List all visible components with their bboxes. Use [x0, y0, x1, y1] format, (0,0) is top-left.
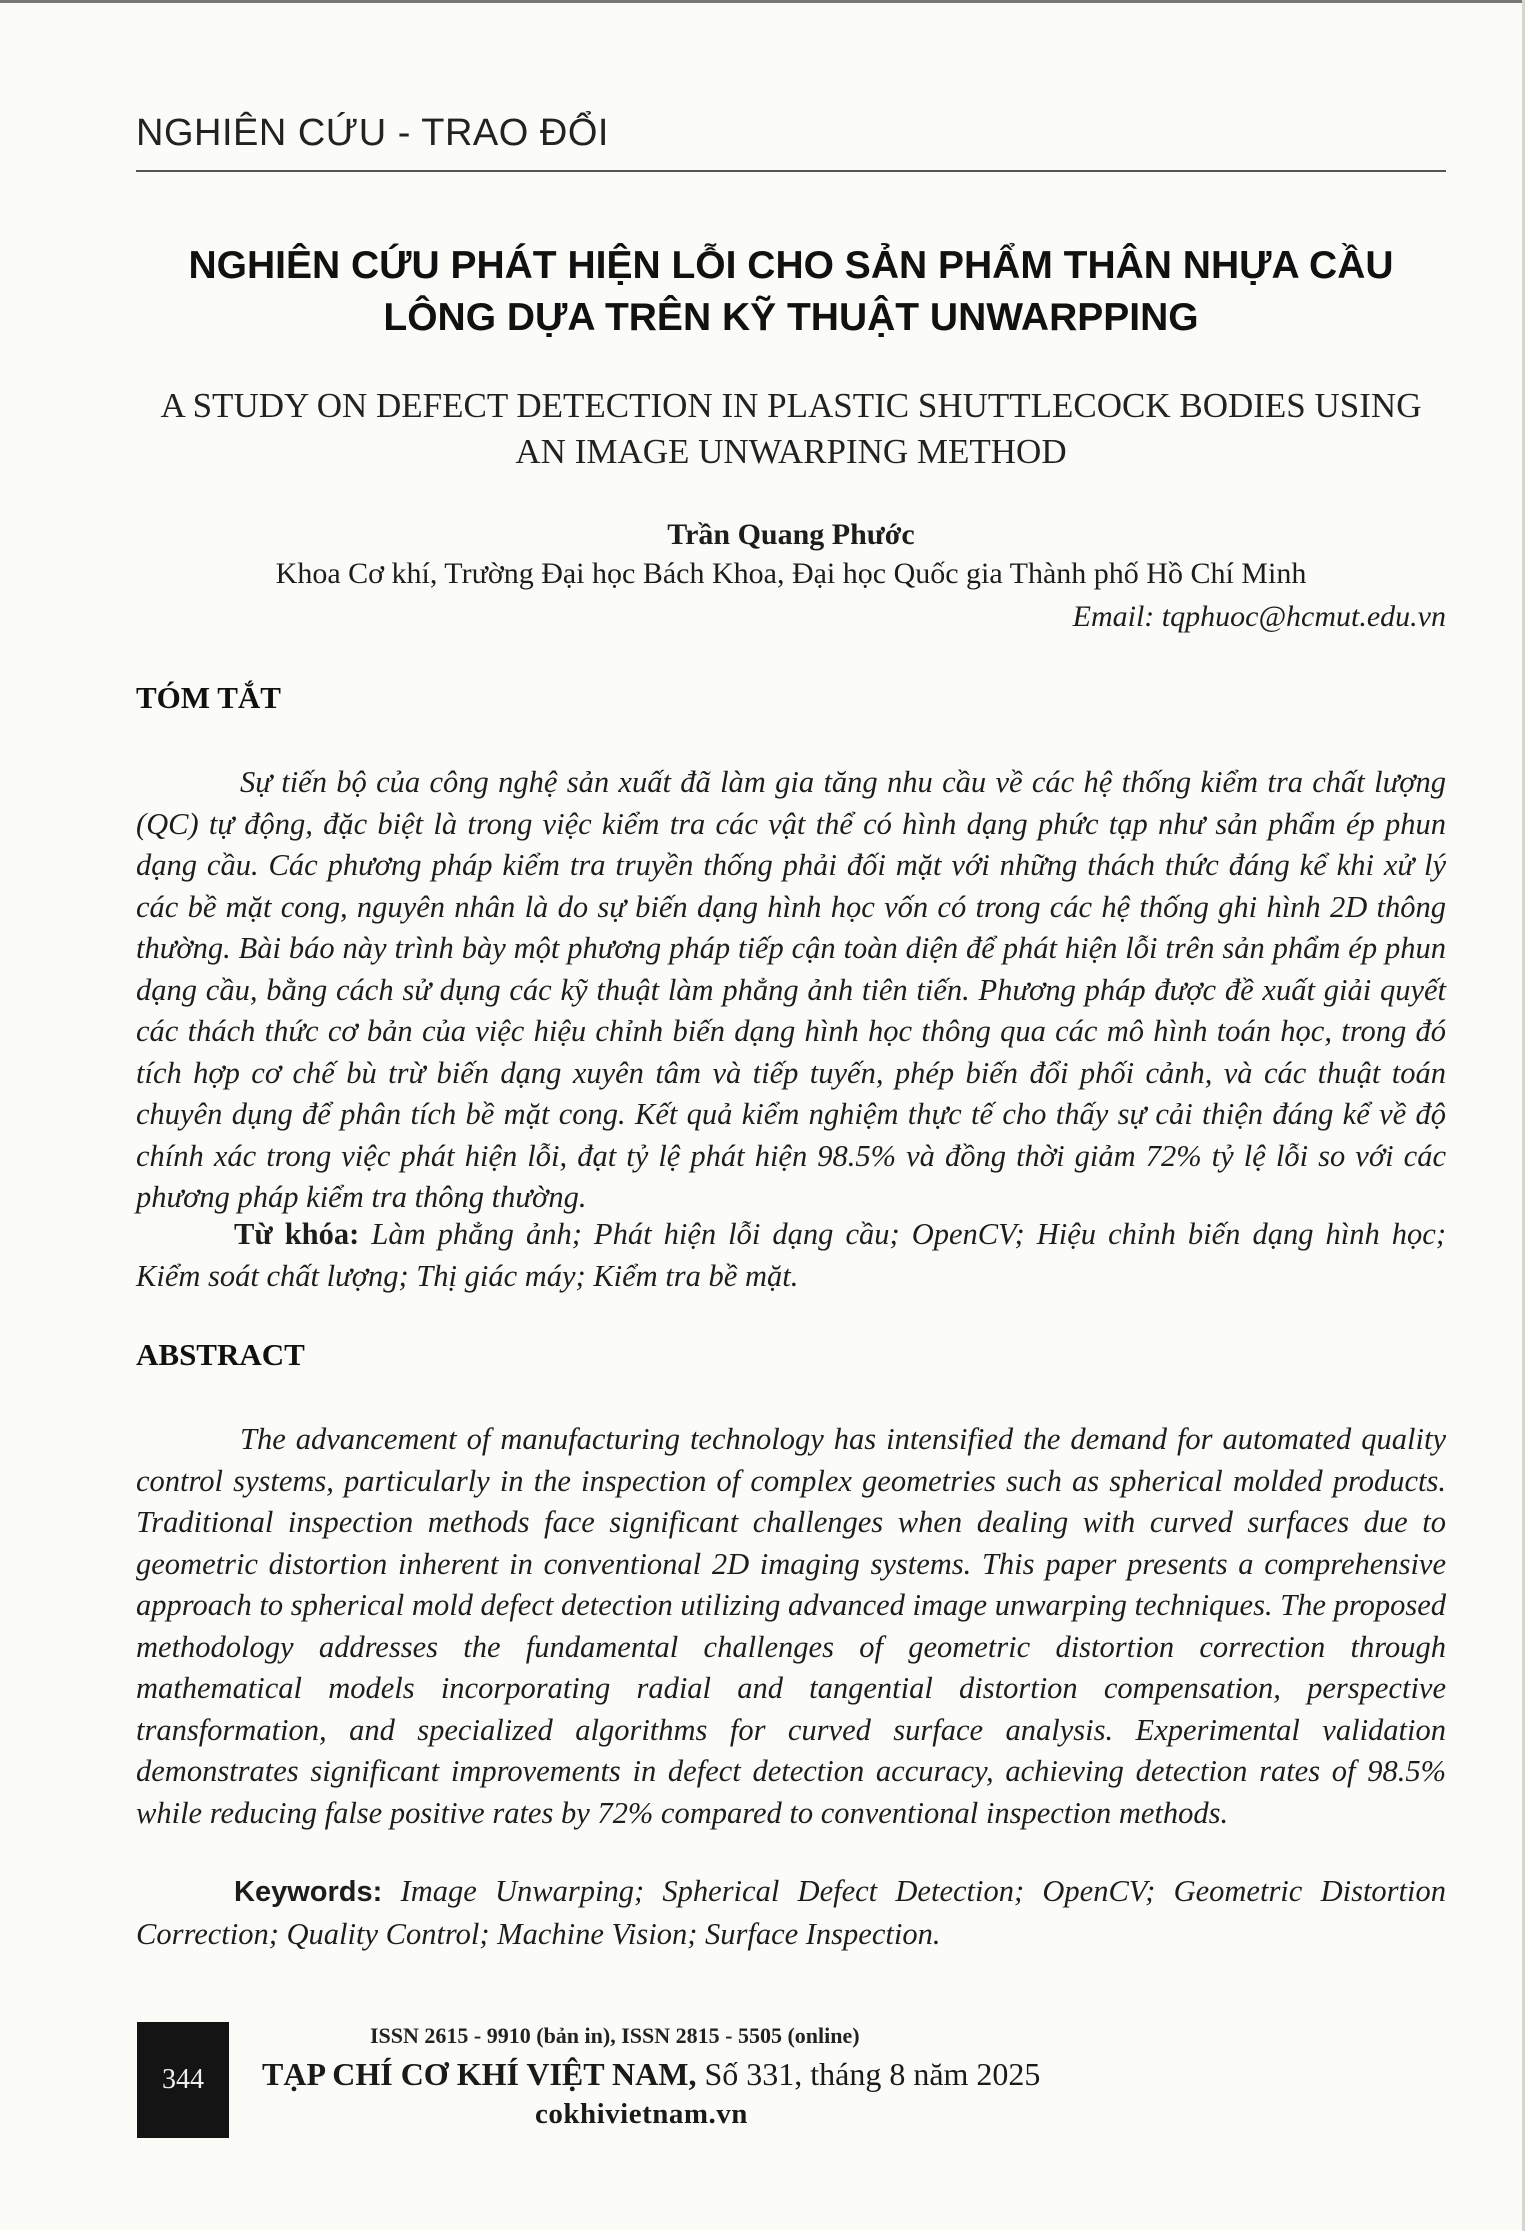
author-email: Email: tqphuoc@hcmut.edu.vn: [1072, 600, 1446, 633]
header-divider: [136, 170, 1446, 172]
footer-issn: ISSN 2615 - 9910 (bản in), ISSN 2815 - 5505 (online): [370, 2023, 860, 2048]
article-title-vietnamese: NGHIÊN CỨU PHÁT HIỆN LỖI CHO SẢN PHẨM THÂN NHỰA CẦU LÔNG DỰA TRÊN KỸ THUẬT UNWARPPING: [188, 244, 1394, 339]
journal-issue: Số 331, tháng 8 năm 2025: [704, 2056, 1041, 2092]
abstract-paragraph: The advancement of manufacturing technology has intensified the demand for automated quality control systems, particularly in the inspection of complex geometries such as spherical molded products. Traditional inspection methods face significant challenges when dealing with curved surfaces due to geometric distortion inherent in conventional 2D imaging systems. This paper presents a comprehensive approach to spherical mold defect detection utilizing advanced image unwarping techniques. The proposed methodology addresses the fundamental challenges of geometric distortion correction through mathematical models incorporating radial and tangential distortion compensation, perspective transformation, and specialized algorithms for curved surface analysis. Experimental validation demonstrates significant improvements in defect detection accuracy, achieving detection rates of 98.5% while reducing false positive rates by 72% compared to conventional inspection methods.: [136, 1422, 1446, 1830]
summary-heading: TÓM TẮT: [136, 680, 281, 715]
page-number: 344: [137, 2022, 229, 2138]
author-name: Trần Quang Phước: [667, 518, 915, 551]
keywords-label: Từ khóa:: [234, 1217, 360, 1251]
section-header: NGHIÊN CỨU - TRAO ĐỔI: [136, 112, 609, 154]
summary-keywords: [136, 1214, 1446, 1297]
journal-name: TẠP CHÍ CƠ KHÍ VIỆT NAM,: [262, 2056, 697, 2092]
keywords-label: Keywords:: [234, 1876, 383, 1908]
keywords-list: Làm phẳng ảnh; Phát hiện lỗi dạng cầu; OpenCV; Hiệu chỉnh biến dạng hình học; Kiểm soát chất lượng; Thị giác máy; Kiểm tra bề mặt.: [136, 1217, 1447, 1293]
article-title-english: A STUDY ON DEFECT DETECTION IN PLASTIC SHUTTLECOCK BODIES USING AN IMAGE UNWARPING METHOD: [160, 386, 1422, 471]
abstract-keywords: [136, 1871, 1446, 1955]
keywords-list: Image Unwarping; Spherical Defect Detection; OpenCV; Geometric Distortion Correction; Quality Control; Machine Vision; Surface Inspection.: [136, 1874, 1446, 1951]
author-affiliation: Khoa Cơ khí, Trường Đại học Bách Khoa, Đại học Quốc gia Thành phố Hồ Chí Minh: [275, 557, 1307, 590]
summary-paragraph: Sự tiến bộ của công nghệ sản xuất đã làm gia tăng nhu cầu về các hệ thống kiểm tra chất lượng (QC) tự động, đặc biệt là trong việc kiểm tra các vật thể có hình dạng phức tạp như sản phẩm ép phun dạng cầu. Các phương pháp kiểm tra truyền thống phải đối mặt với những thách thức đáng kể khi xử lý các bề mặt cong, nguyên nhân là do sự biến dạng hình học vốn có trong các hệ thống ghi hình 2D thông thường. Bài báo này trình bày một phương pháp tiếp cận toàn diện để phát hiện lỗi trên sản phẩm ép phun dạng cầu, bằng cách sử dụng các kỹ thuật làm phẳng ảnh tiên tiến. Phương pháp được đề xuất giải quyết các thách thức cơ bản của việc hiệu chỉnh biến dạng hình học thông qua các mô hình toán học, trong đó tích hợp cơ chế bù trừ biến dạng xuyên tâm và tiếp tuyến, phép biến đổi phối cảnh, và các thuật toán chuyên dụng để phân tích bề mặt cong. Kết quả kiểm nghiệm thực tế cho thấy sự cải thiện đáng kể về độ chính xác trong việc phát hiện lỗi, đạt tỷ lệ phát hiện 98.5% và đồng thời giảm 72% tỷ lệ lỗi so với các phương pháp kiểm tra thông thường.: [136, 765, 1446, 1214]
top-border: [0, 0, 1525, 3]
footer-website[interactable]: cokhivietnam.vn: [535, 2098, 748, 2130]
abstract-heading: ABSTRACT: [136, 1337, 305, 1372]
footer-journal: [262, 2056, 1040, 2093]
